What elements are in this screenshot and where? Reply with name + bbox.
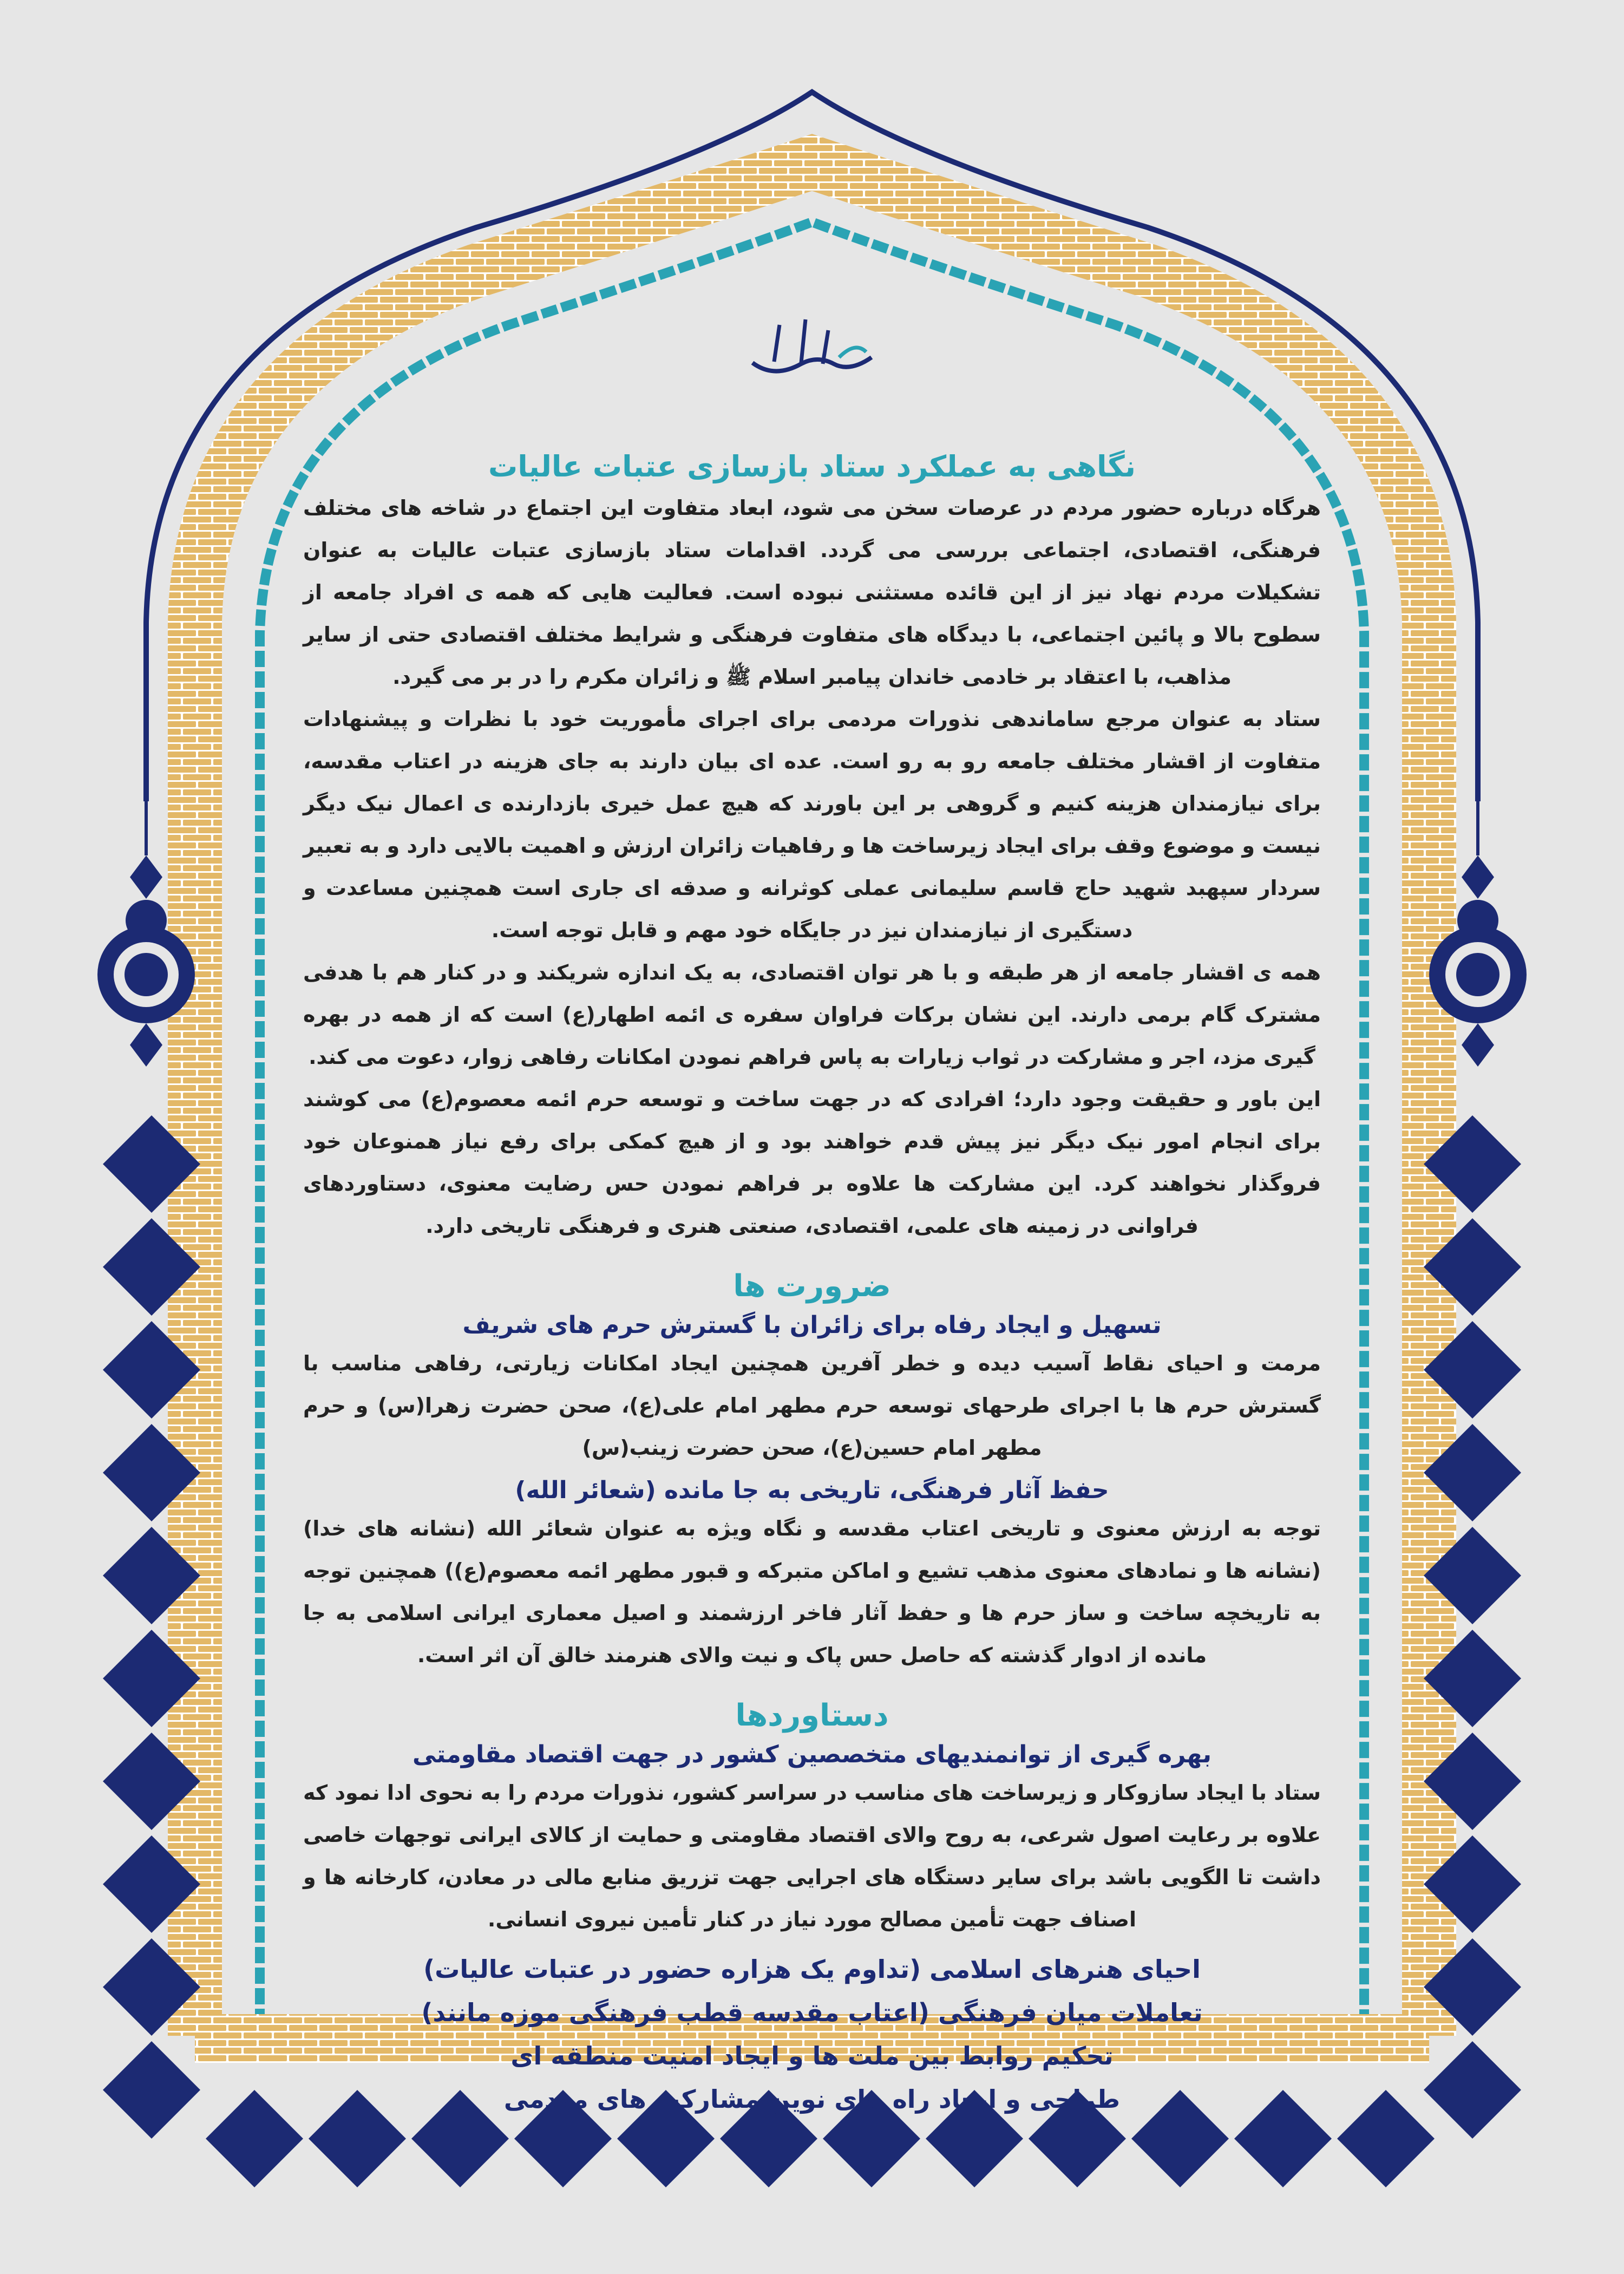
intro-paragraph-3: همه ی اقشار جامعه از هر طبقه و با هر توان اقتصادی، به یک اندازه شریکند و در کنار هم با هدفی مشترک گام برمی دارند. این نشان برکات فراوان سفره ی ائمه اطهار(ع) است که از همه در بهره گیری مزد، اجر و مشارکت در ثواب زیارات به پاس فراهم نمودن امکانات رفاهی زوار، دعوت می کند. [303,960,1321,1069]
intro-paragraph-4: این باور و حقیقت وجود دارد؛ افرادی که در جهت ساخت و توسعه حرم ائمه معصوم(ع) می کوشند برای انجام امور نیک دیگر نیز پیش قدم خواهند بود و از هیچ کمکی برای رفع نیاز همنوعان خود فروگذار نخواهند کرد. این مشارکت ها علاوه بر فراهم نمودن حس رضایت معنوی، دستاوردهای فراوانی در زمینه های علمی، اقتصادی، صنعتی هنری و فرهنگی تاریخی دارد. [303,1087,1321,1238]
document-body [303,433,1321,2114]
achievements-sub1-title: بهره گیری از توانمندیهای متخصصین کشور در جهت اقتصاد مقاومتی [412,1741,1212,1768]
necessities-sub2-title: حفظ آثار فرهنگی، تاریخی به جا مانده (شعائر الله) [515,1476,1109,1504]
achievement-item: احیای هنرهای اسلامی (تداوم یک هزاره حضور در عتبات عالیات) [423,1955,1201,1984]
achievement-item: طراحی و ایجاد راه های نوین مشارکت های مردمی [503,2084,1121,2114]
necessities-heading: ضرورت ها [733,1269,891,1304]
achievements-sub1-text: ستاد با ایجاد سازوکار و زیرساخت های مناسب در سراسر کشور، نذورات مردم را به نحوی ادا نمود که علاوه بر رعایت اصول شرعی، به روح والای اقتصاد مقاومتی و حمایت از کالای ایرانی توجهات خاصی داشت تا الگویی باشد برای سایر دستگاه های اجرایی جهت تزریق منابع مالی در معادن، کارخانه ها و اصناف جهت تأمین مصالح مورد نیاز در کنار تأمین نیروی انسانی. [303,1781,1321,1931]
intro-paragraph-2: ستاد به عنوان مرجع ساماندهی نذورات مردمی برای اجرای مأموریت خود با نظرات و پیشنهادات متفاوت از اقشار مختلف جامعه رو به رو است. عده ای بیان دارند به جای هزینه در اعتاب مقدسه، برای نیازمندان هزینه کنیم و گروهی بر این باورند که هیچ عمل خیری بازدارنده ی اعمال نیک دیگر نیست و موضوع وقف برای ایجاد زیرساخت ها و رفاهیات زائران ارزش و اهمیت بالایی دارد و به تعبیر سردار سپهبد شهید حاج قاسم سلیمانی عملی کوثرانه و صدقه ای جاری است همچنین مساعدت و دستگیری از نیازمندان نیز در جایگاه خود مهم و قابل توجه است. [303,707,1321,942]
necessities-sub1-text: مرمت و احیای نقاط آسیب دیده و خطر آفرین همچنین ایجاد امکانات زیارتی، رفاهی مناسب با گسترش حرم ها با اجرای طرحهای توسعه حرم مطهر امام علی(ع)، صحن حضرت زهرا(س) و حرم مطهر امام حسین(ع)، صحن حضرت زینب(س) [303,1351,1321,1460]
achievements-heading: دستاوردها [735,1698,889,1733]
intro-paragraph-1: هرگاه درباره حضور مردم در عرصات سخن می شود، ابعاد متفاوت این اجتماع در شاخه های مختلف فرهنگی، اقتصادی، اجتماعی بررسی می گردد. اقدامات ستاد بازسازی عتبات عالیات به عنوان تشکیلات مردم نهاد نیز از این قائده مستثنی نبوده است. فعالیت هایی که همه ی افراد جامعه از سطوح بالا و پائین اجتماعی، با دیدگاه های متفاوت فرهنگی و شرایط مختلف اقتصادی حتی از سایر مذاهب، با اعتقاد بر خادمی خاندان پیامبر اسلام ﷺ و زائران مکرم را در بر می گیرد. [303,496,1321,689]
necessities-sub2-text: توجه به ارزش معنوی و تاریخی اعتاب مقدسه و نگاه ویژه به عنوان شعائر الله (نشانه های خدا) (نشانه ها و نمادهای معنوی مذهب تشیع و اماکن متبرکه و قبور مطهر ائمه معصوم(ع)) همچنین توجه به تاریخچه ساخت و ساز حرم ها و حفظ آثار فاخر ارزشمند و اصیل معماری ایرانی اسلامی به جا مانده از ادوار گذشته که حاصل حس پاک و نیت والای هنرمند خالق آن اثر است. [303,1517,1321,1667]
calligraphy-basmala-icon [742,303,882,384]
achievement-item: تحکیم روابط بین ملت ها و ایجاد امنیت منطقه ای [510,2041,1114,2070]
necessities-sub1-title: تسهیل و ایجاد رفاه برای زائران با گسترش حرم های شریف [462,1311,1162,1339]
page-title: نگاهی به عملکرد ستاد بازسازی عتبات عالیات [488,449,1136,483]
achievement-item: تعاملات میان فرهنگی (اعتاب مقدسه قطب فرهنگی موزه مانند) [421,1998,1203,2027]
